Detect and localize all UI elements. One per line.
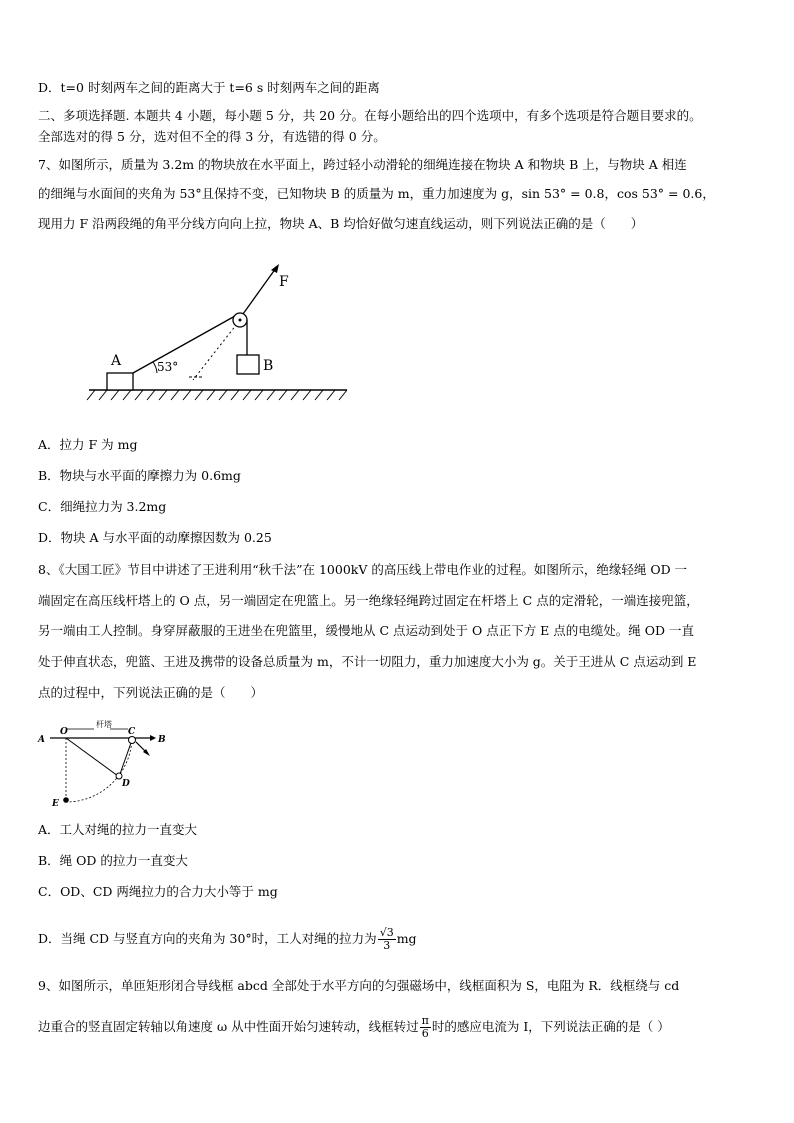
label-f: F: [279, 274, 289, 290]
q8-option-d: [38, 922, 760, 960]
label-angle: 53°: [157, 360, 179, 374]
q7-figure: [85, 258, 355, 408]
rope-to-a: [133, 316, 235, 373]
fraction-sqrt3-over-3: $\frac{√3}{3}$: [379, 926, 394, 952]
swing-arc: [66, 738, 132, 802]
q6-option-d: D．t=0 时刻两车之间的距离大于 t=6 s 时刻两车之间的距离: [38, 80, 380, 95]
q7-option-c: C．细绳拉力为 3.2mg: [38, 499, 167, 514]
block-a: [107, 373, 133, 390]
force-f-arrow: [243, 268, 276, 314]
q9-stem-line2-prefix: 边重合的竖直固定转轴以角速度 ω 从中性面开始匀速转动，线框转过: [38, 1019, 419, 1034]
q7-option-a: A．拉力 F 为 mg: [38, 437, 138, 452]
q8-stem-line4: 处于伸直状态，兜篮、王进及携带的设备总质量为 m，不计一切阻力，重力加速度大小为 g。关于王进从 C 点运动到 E: [38, 654, 697, 669]
label-b: B: [263, 358, 274, 374]
ground-hatch: [87, 390, 347, 400]
q8-stem-line1: 8、《大国工匠》节目中讲述了王进利用“秋千法”在 1000kV 的高压线上带电作业的过程。如图所示，绝缘轻绳 OD 一: [38, 562, 688, 577]
q8-figure: [36, 714, 176, 810]
q7-option-b: B．物块与水平面的摩擦力为 0.6mg: [38, 468, 241, 483]
q9-stem-line1: 9、如图所示，单匝矩形闭合导线框 abcd 全部处于水平方向的匀强磁场中，线框面积为 S，电阻为 R．线框绕与 cd: [38, 978, 680, 993]
label-d: D: [122, 779, 130, 789]
label-e: E: [52, 799, 59, 809]
cable-point-e: [63, 797, 69, 803]
force-f-arrowhead: [271, 264, 279, 273]
section2-heading-line1: 二、多项选择题. 本题共 4 小题，每小题 5 分，共 20 分。在每小题给出的四个选项中，有多个选项是符合题目要求的。: [38, 108, 702, 123]
q8-option-a: A．工人对绳的拉力一直变大: [38, 822, 198, 837]
label-a: A: [38, 735, 45, 745]
q7-stem-line2: 的细绳与水面间的夹角为 53°且保持不变，已知物块 B 的质量为 m，重力加速度为 g，sin 53° = 0.8，cos 53° = 0.6，: [38, 186, 715, 201]
q7-stem-line3: 现用力 F 沿两段绳的角平分线方向向上拉，物块 A、B 均恰好做匀速直线运动，则下列说法正确的是（ ）: [38, 216, 644, 231]
label-b: B: [158, 735, 166, 745]
bisector-dotted-line: [193, 320, 240, 380]
q8-stem-line5: 点的过程中，下列说法正确的是（ ）: [38, 685, 264, 700]
section2-heading-line2: 全部选对的得 5 分，选对但不全的得 3 分，有选错的得 0 分。: [38, 129, 386, 144]
pulley-c: [129, 737, 136, 744]
q9-stem-line2-suffix: 时的感应电流为 I，下列说法正确的是（ ）: [431, 1019, 670, 1034]
fraction-pi-over-6: $\frac{\pi}{6}$: [421, 1014, 429, 1040]
label-tower: 杆塔: [96, 720, 112, 729]
q8-option-d-prefix: D．当绳 CD 与竖直方向的夹角为 30°时，工人对绳的拉力为: [38, 931, 377, 946]
q9-stem-line2: [38, 1010, 760, 1048]
rope-cd: [120, 740, 132, 774]
q8-option-c: C．OD、CD 两绳拉力的合力大小等于 mg: [38, 884, 278, 899]
rope-od: [66, 738, 118, 776]
label-a: A: [111, 353, 122, 369]
label-o: O: [60, 727, 68, 737]
q7-option-d: D．物块 A 与水平面的动摩擦因数为 0.25: [38, 530, 272, 545]
q8-option-b: B．绳 OD 的拉力一直变大: [38, 853, 188, 868]
q8-stem-line3: 另一端由工人控制。身穿屏蔽服的王进坐在兜篮里，缓慢地从 C 点运动到处于 O 点正下方 E 点的电缆处。绳 OD 一直: [38, 623, 694, 638]
block-b: [237, 355, 259, 374]
q8-stem-line2: 端固定在高压线杆塔上的 O 点，另一端固定在兜篮上。另一绝缘轻绳跨过固定在杆塔上 C 点的定滑轮，一端连接兜篮，: [38, 593, 699, 608]
q7-stem-line1: 7、如图所示，质量为 3.2m 的物块放在水平面上，跨过轻小动滑轮的细绳连接在物块 A 和物块 B 上，与物块 A 相连: [38, 157, 687, 172]
q8-option-d-suffix: mg: [396, 931, 417, 946]
label-c: C: [128, 727, 136, 737]
